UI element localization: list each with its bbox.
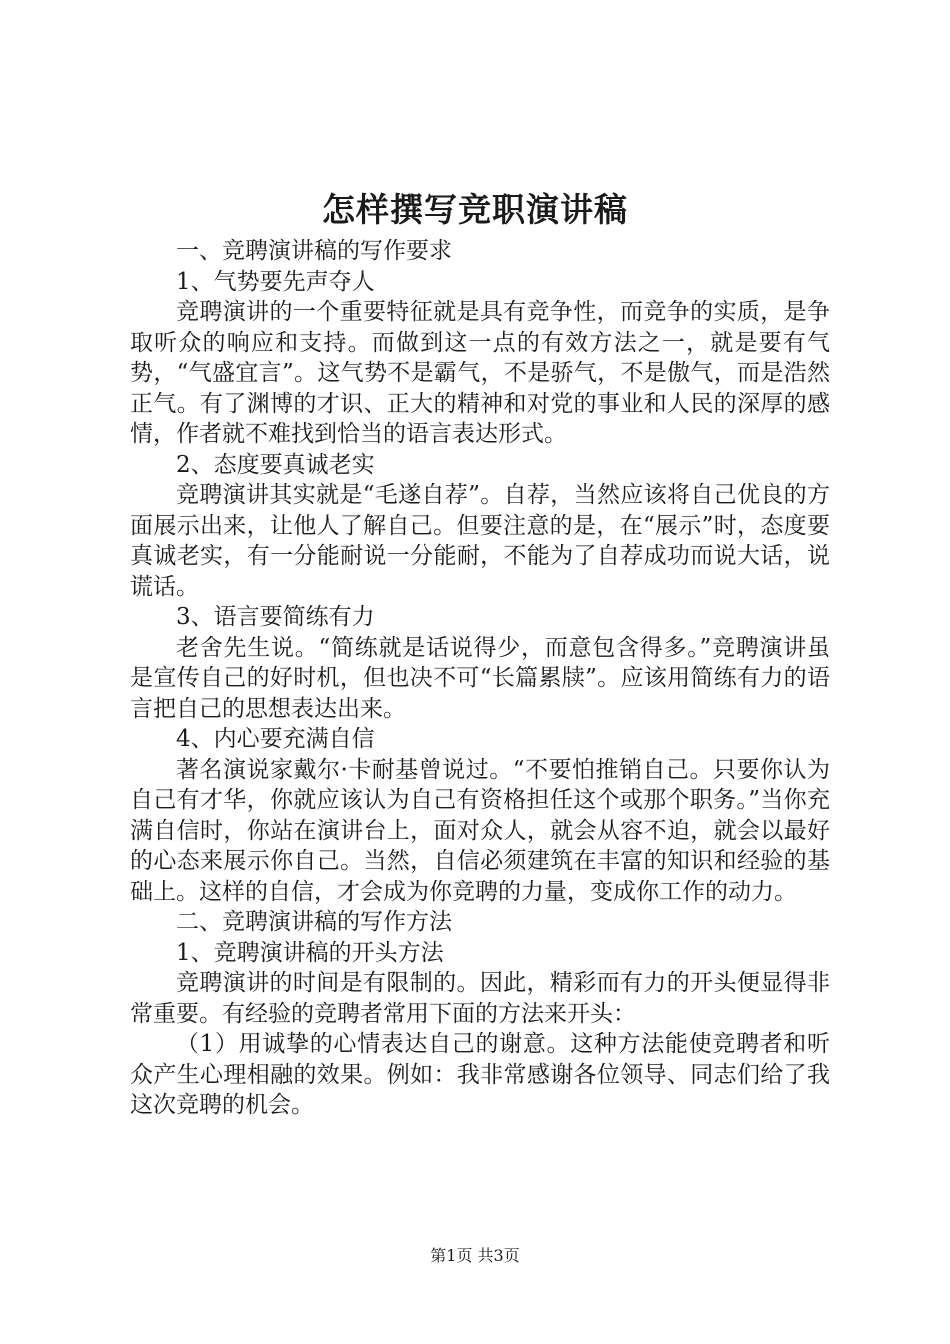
- section-heading: 二、竞聘演讲稿的写作方法: [176, 909, 452, 935]
- subsection-heading: 2、态度要真诚老实: [176, 451, 375, 478]
- section-heading: 一、竞聘演讲稿的写作要求: [176, 238, 452, 264]
- subsection-heading: 3、语言要简练有力: [176, 604, 375, 630]
- page-footer: 第1页 共3页: [430, 1246, 520, 1265]
- subsection-heading: 1、气势要先声夺人: [176, 268, 375, 295]
- document-body: [130, 236, 830, 1121]
- body-paragraph: （1）用诚挚的心情表达自己的谢意。这种方法能使竞聘者和听众产生心理相融的效果。例如：我非常感谢各位领导、同志们给了我这次竞聘的机会。: [130, 1031, 830, 1118]
- subsection-heading: 4、内心要充满自信: [176, 726, 375, 752]
- document-title: 怎样撰写竞职演讲稿: [322, 190, 628, 229]
- body-paragraph: 竞聘演讲的时间是有限制的。因此，精彩而有力的开头便显得非常重要。有经验的竞聘者常用下面的方法来开头：: [130, 970, 830, 1027]
- body-paragraph: 著名演说家戴尔·卡耐基曾说过。“不要怕推销自己。只要你认为自己有才华，你就应该认为自己有资格担任这个或那个职务。”当你充满自信时，你站在演讲台上，面对众人，就会从容不迫，就会以最好的心态来展示你自己。当然，自信必须建筑在丰富的知识和经验的基础上。这样的自信，才会成为你竞聘的力量，变成你工作的动力。: [130, 756, 830, 905]
- subsection-heading: 1、竞聘演讲稿的开头方法: [176, 939, 444, 966]
- body-paragraph: 竞聘演讲其实就是“毛遂自荐”。自荐，当然应该将自己优良的方面展示出来，让他人了解自己。但要注意的是，在“展示”时，态度要真诚老实，有一分能耐说一分能耐，不能为了自荐成功而说大话，说谎话。: [130, 482, 830, 600]
- body-paragraph: 竞聘演讲的一个重要特征就是具有竞争性，而竞争的实质，是争取听众的响应和支持。而做到这一点的有效方法之一，就是要有气势，“气盛宜言”。这气势不是霸气，不是骄气，不是傲气，而是浩然正气。有了渊博的才识、正大的精神和对党的事业和人民的深厚的感情，作者就不难找到恰当的语言表达形式。: [130, 299, 830, 447]
- body-paragraph: 老舍先生说。“简练就是话说得少，而意包含得多。”竞聘演讲虽是宣传自己的好时机，但也决不可“长篇累牍”。应该用简练有力的语言把自己的思想表达出来。: [130, 634, 830, 722]
